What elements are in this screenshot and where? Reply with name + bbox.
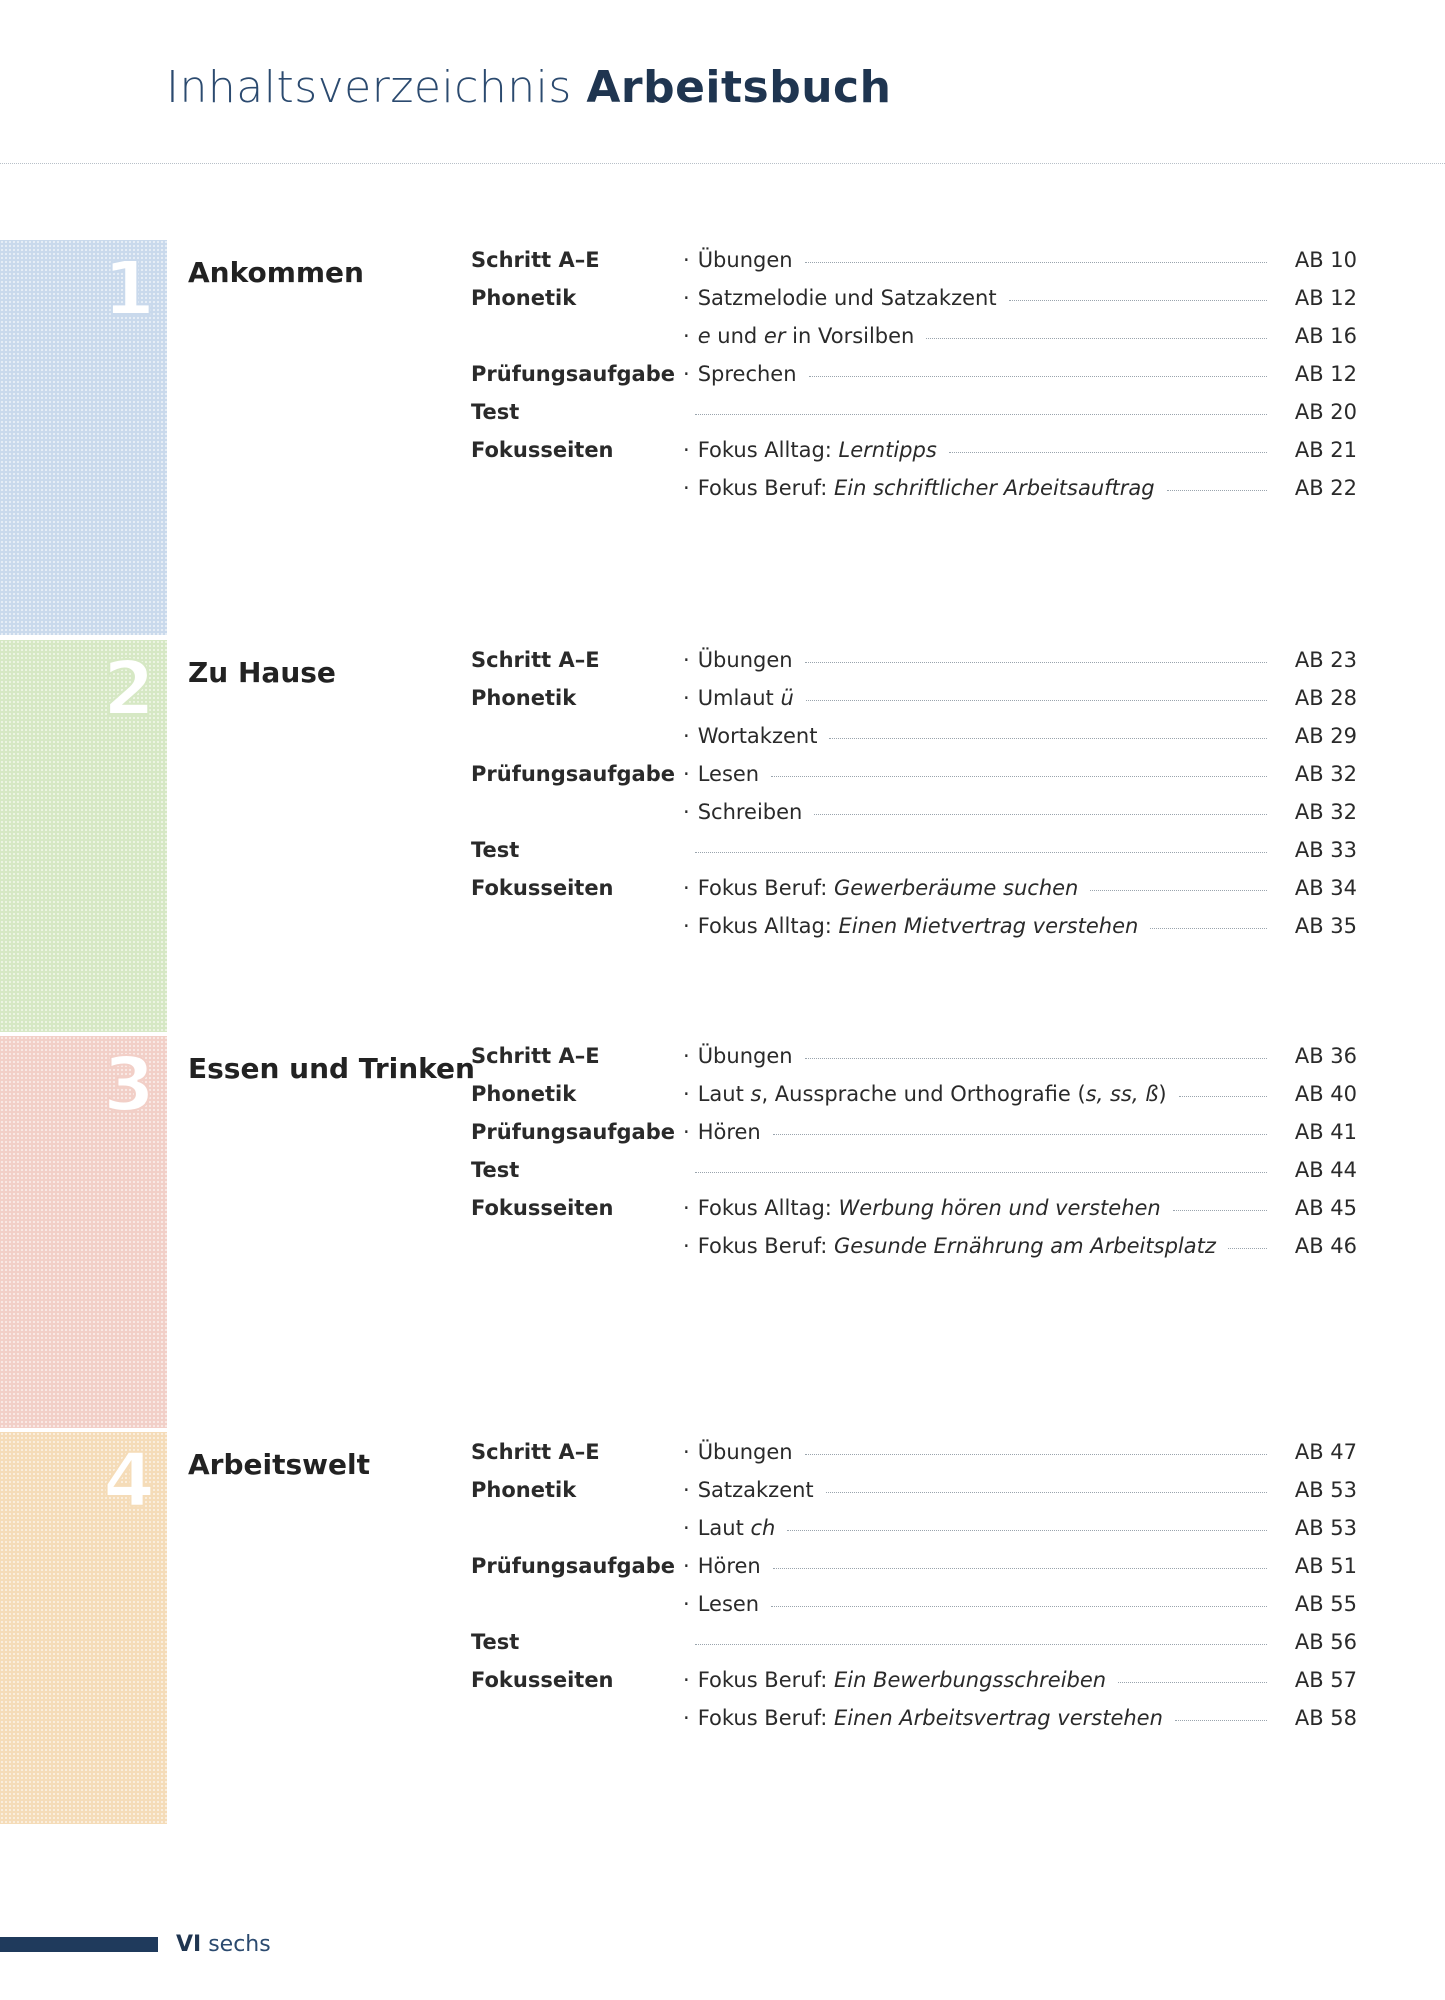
bullet-icon: · xyxy=(683,876,690,900)
toc-entry-text: e und er in Vorsilben xyxy=(697,324,915,348)
bullet-icon: · xyxy=(683,248,690,272)
page-reference: AB 12 xyxy=(1294,362,1357,386)
toc-row xyxy=(0,800,1445,836)
dotted-leader xyxy=(1175,1720,1267,1721)
dotted-leader xyxy=(787,1530,1267,1531)
toc-row xyxy=(0,476,1445,512)
dotted-leader xyxy=(805,1058,1267,1059)
toc-row xyxy=(0,248,1445,284)
toc-category-label: Test xyxy=(471,1630,520,1654)
toc-entry[interactable] xyxy=(683,1082,1357,1106)
toc-entry-text: Übungen xyxy=(697,648,793,672)
chapter-title: Ankommen xyxy=(188,256,364,289)
dotted-leader xyxy=(1179,1096,1267,1097)
toc-entry[interactable] xyxy=(683,686,1357,710)
toc-entry-text: Hören xyxy=(697,1554,761,1578)
toc-entry-text: Fokus Alltag: Werbung hören und verstehen xyxy=(697,1196,1161,1220)
toc-entry[interactable] xyxy=(683,1044,1357,1068)
toc-entry[interactable] xyxy=(683,1630,1357,1654)
toc-entry-text: Fokus Beruf: Gewerberäume suchen xyxy=(697,876,1079,900)
dotted-leader xyxy=(1090,890,1267,891)
bullet-icon: · xyxy=(683,800,690,824)
bullet-icon: · xyxy=(683,1120,690,1144)
toc-row xyxy=(0,838,1445,874)
dotted-leader xyxy=(926,338,1267,339)
dotted-leader xyxy=(949,452,1267,453)
toc-row xyxy=(0,1592,1445,1628)
page-number-roman: VI xyxy=(176,1932,202,1957)
bullet-icon: · xyxy=(683,324,690,348)
toc-row xyxy=(0,1044,1445,1080)
page-reference: AB 23 xyxy=(1294,648,1357,672)
bullet-icon: · xyxy=(683,1668,690,1692)
toc-row xyxy=(0,1234,1445,1270)
toc-entry[interactable] xyxy=(683,838,1357,862)
page-reference: AB 21 xyxy=(1294,438,1357,462)
toc-row xyxy=(0,1440,1445,1476)
dotted-leader xyxy=(1167,490,1267,491)
toc-entry[interactable] xyxy=(683,1592,1357,1616)
bullet-icon: · xyxy=(683,1234,690,1258)
chapter-title: Arbeitswelt xyxy=(188,1448,370,1481)
toc-category-label: Fokusseiten xyxy=(471,438,614,462)
toc-entry-text: Fokus Beruf: Einen Arbeitsvertrag verstehen xyxy=(697,1706,1163,1730)
toc-entry-text: Fokus Beruf: Ein schriftlicher Arbeitsauftrag xyxy=(697,476,1155,500)
toc-category-label: Fokusseiten xyxy=(471,1668,614,1692)
toc-entry-text: Fokus Beruf: Ein Bewerbungsschreiben xyxy=(697,1668,1107,1692)
page-reference: AB 45 xyxy=(1294,1196,1357,1220)
page-number-word: sechs xyxy=(208,1932,271,1957)
toc-entry-text: Fokus Alltag: Einen Mietvertrag verstehen xyxy=(697,914,1139,938)
toc-entry-text: Lesen xyxy=(697,762,760,786)
page-reference: AB 56 xyxy=(1294,1630,1357,1654)
dotted-leader xyxy=(771,776,1267,777)
toc-entry[interactable] xyxy=(683,724,1357,748)
toc-row xyxy=(0,1196,1445,1232)
page-reference: AB 47 xyxy=(1294,1440,1357,1464)
page-reference: AB 32 xyxy=(1294,800,1357,824)
toc-row xyxy=(0,438,1445,474)
toc-row xyxy=(0,686,1445,722)
dotted-leader xyxy=(806,700,1267,701)
bullet-icon: · xyxy=(683,1044,690,1068)
toc-entry[interactable] xyxy=(683,1516,1357,1540)
toc-category-label: Schritt A–E xyxy=(471,1044,600,1068)
toc-entry-text: Übungen xyxy=(697,1044,793,1068)
toc-entry[interactable] xyxy=(683,1440,1357,1464)
page-reference: AB 46 xyxy=(1294,1234,1357,1258)
page-reference: AB 12 xyxy=(1294,286,1357,310)
dotted-leader xyxy=(805,262,1267,263)
dotted-leader xyxy=(773,1134,1267,1135)
toc-entry[interactable] xyxy=(683,648,1357,672)
page-title-bold: Arbeitsbuch xyxy=(586,62,892,113)
toc-row xyxy=(0,1630,1445,1666)
toc-category-label: Phonetik xyxy=(471,286,577,310)
page-reference: AB 16 xyxy=(1294,324,1357,348)
toc-entry-text: Übungen xyxy=(697,1440,793,1464)
chapter-title: Essen und Trinken xyxy=(188,1052,475,1085)
toc-category-label: Phonetik xyxy=(471,1478,577,1502)
toc-entry[interactable] xyxy=(683,762,1357,786)
toc-entry[interactable] xyxy=(683,1158,1357,1182)
toc-row xyxy=(0,724,1445,760)
toc-entry[interactable] xyxy=(683,286,1357,310)
dotted-leader xyxy=(805,1454,1267,1455)
bullet-icon: · xyxy=(683,724,690,748)
bullet-icon: · xyxy=(683,1516,690,1540)
toc-category-label: Prüfungsaufgabe xyxy=(471,1120,676,1144)
toc-row xyxy=(0,1554,1445,1590)
toc-row xyxy=(0,1668,1445,1704)
bullet-icon: · xyxy=(683,1478,690,1502)
dotted-leader xyxy=(773,1568,1267,1569)
toc-category-label: Schritt A–E xyxy=(471,248,600,272)
page-reference: AB 28 xyxy=(1294,686,1357,710)
toc-row xyxy=(0,1478,1445,1514)
page-reference: AB 32 xyxy=(1294,762,1357,786)
page-reference: AB 53 xyxy=(1294,1478,1357,1502)
dotted-leader xyxy=(1118,1682,1267,1683)
toc-row xyxy=(0,286,1445,322)
dotted-leader xyxy=(1173,1210,1267,1211)
footer-bar xyxy=(0,1937,158,1952)
dotted-leader xyxy=(829,738,1267,739)
toc-row xyxy=(0,1082,1445,1118)
bullet-icon: · xyxy=(683,1706,690,1730)
bullet-icon: · xyxy=(683,1082,690,1106)
toc-category-label: Test xyxy=(471,1158,520,1182)
dotted-leader xyxy=(695,414,1267,415)
bullet-icon: · xyxy=(683,1554,690,1578)
toc-entry[interactable] xyxy=(683,1234,1357,1258)
bullet-icon: · xyxy=(683,476,690,500)
toc-entry-text: Hören xyxy=(697,1120,761,1144)
page-reference: AB 53 xyxy=(1294,1516,1357,1540)
toc-entry-text: Schreiben xyxy=(697,800,803,824)
page-reference: AB 34 xyxy=(1294,876,1357,900)
toc-entry-text: Sprechen xyxy=(697,362,797,386)
toc-entry-text: Laut ch xyxy=(697,1516,776,1540)
dotted-leader xyxy=(695,852,1267,853)
chapter-number: 4 xyxy=(103,1438,155,1524)
toc-category-label: Test xyxy=(471,400,520,424)
toc-entry[interactable] xyxy=(683,1668,1357,1692)
chapter-4 xyxy=(0,1432,1445,1824)
toc-category-label: Prüfungsaufgabe xyxy=(471,362,676,386)
page-reference: AB 55 xyxy=(1294,1592,1357,1616)
toc-row xyxy=(0,648,1445,684)
toc-row xyxy=(0,1516,1445,1552)
page-reference: AB 58 xyxy=(1294,1706,1357,1730)
toc-entry[interactable] xyxy=(683,800,1357,824)
toc-entry[interactable] xyxy=(683,1554,1357,1578)
bullet-icon: · xyxy=(683,286,690,310)
bullet-icon: · xyxy=(683,1196,690,1220)
bullet-icon: · xyxy=(683,1592,690,1616)
chapter-title: Zu Hause xyxy=(188,656,336,689)
toc-entry-text: Umlaut ü xyxy=(697,686,794,710)
toc-row xyxy=(0,1158,1445,1194)
toc-row xyxy=(0,1120,1445,1156)
toc-entry[interactable] xyxy=(683,1706,1357,1730)
dotted-leader xyxy=(1009,300,1267,301)
dotted-leader xyxy=(809,376,1267,377)
page-reference: AB 10 xyxy=(1294,248,1357,272)
dotted-leader xyxy=(805,662,1267,663)
toc-category-label: Schritt A–E xyxy=(471,1440,600,1464)
toc-category-label: Schritt A–E xyxy=(471,648,600,672)
toc-entry[interactable] xyxy=(683,876,1357,900)
chapter-number: 3 xyxy=(103,1042,155,1128)
page-reference: AB 57 xyxy=(1294,1668,1357,1692)
page-title xyxy=(166,62,891,113)
toc-entry[interactable] xyxy=(683,400,1357,424)
toc-category-label: Fokusseiten xyxy=(471,1196,614,1220)
toc-entry[interactable] xyxy=(683,1196,1357,1220)
toc-entry-text: Satzakzent xyxy=(697,1478,814,1502)
title-divider xyxy=(0,163,1445,164)
toc-entry[interactable] xyxy=(683,1478,1357,1502)
toc-entry-text: Lesen xyxy=(697,1592,760,1616)
chapter-number: 2 xyxy=(103,646,155,732)
toc-entry[interactable] xyxy=(683,324,1357,348)
bullet-icon: · xyxy=(683,686,690,710)
chapter-number: 1 xyxy=(103,246,155,332)
toc-category-label: Fokusseiten xyxy=(471,876,614,900)
bullet-icon: · xyxy=(683,762,690,786)
toc-row xyxy=(0,400,1445,436)
page-reference: AB 36 xyxy=(1294,1044,1357,1068)
toc-entry[interactable] xyxy=(683,476,1357,500)
toc-category-label: Test xyxy=(471,838,520,862)
dotted-leader xyxy=(1150,928,1267,929)
page-number xyxy=(176,1932,271,1957)
toc-row xyxy=(0,324,1445,360)
toc-entry-text: Übungen xyxy=(697,248,793,272)
page-reference: AB 51 xyxy=(1294,1554,1357,1578)
toc-category-label: Phonetik xyxy=(471,1082,577,1106)
page-reference: AB 35 xyxy=(1294,914,1357,938)
toc-category-label: Prüfungsaufgabe xyxy=(471,762,676,786)
toc-entry-text: Fokus Beruf: Gesunde Ernährung am Arbeitsplatz xyxy=(697,1234,1216,1258)
page-reference: AB 20 xyxy=(1294,400,1357,424)
dotted-leader xyxy=(1228,1248,1267,1249)
chapter-1 xyxy=(0,240,1445,635)
toc-entry[interactable] xyxy=(683,914,1357,938)
page-reference: AB 40 xyxy=(1294,1082,1357,1106)
toc-entry-text: Fokus Alltag: Lerntipps xyxy=(697,438,937,462)
bullet-icon: · xyxy=(683,648,690,672)
page-title-light: Inhaltsverzeichnis xyxy=(166,62,572,113)
chapter-2 xyxy=(0,640,1445,1032)
dotted-leader xyxy=(814,814,1267,815)
bullet-icon: · xyxy=(683,1440,690,1464)
toc-entry-text: Satzmelodie und Satzakzent xyxy=(697,286,997,310)
toc-entry-text: Laut s, Aussprache und Orthografie (s, ss, ß) xyxy=(697,1082,1167,1106)
toc-entry[interactable] xyxy=(683,362,1357,386)
bullet-icon: · xyxy=(683,438,690,462)
page-reference: AB 33 xyxy=(1294,838,1357,862)
toc-entry[interactable] xyxy=(683,1120,1357,1144)
toc-entry-text: Wortakzent xyxy=(697,724,818,748)
bullet-icon: · xyxy=(683,362,690,386)
dotted-leader xyxy=(695,1172,1267,1173)
toc-entry[interactable] xyxy=(683,248,1357,272)
toc-row xyxy=(0,762,1445,798)
dotted-leader xyxy=(826,1492,1267,1493)
toc-category-label: Prüfungsaufgabe xyxy=(471,1554,676,1578)
dotted-leader xyxy=(771,1606,1267,1607)
toc-row xyxy=(0,1706,1445,1742)
bullet-icon: · xyxy=(683,914,690,938)
toc-row xyxy=(0,876,1445,912)
page-reference: AB 41 xyxy=(1294,1120,1357,1144)
toc-row xyxy=(0,914,1445,950)
toc-category-label: Phonetik xyxy=(471,686,577,710)
page-reference: AB 44 xyxy=(1294,1158,1357,1182)
page-reference: AB 22 xyxy=(1294,476,1357,500)
toc-row xyxy=(0,362,1445,398)
page-reference: AB 29 xyxy=(1294,724,1357,748)
dotted-leader xyxy=(695,1644,1267,1645)
chapter-3 xyxy=(0,1036,1445,1428)
toc-entry[interactable] xyxy=(683,438,1357,462)
